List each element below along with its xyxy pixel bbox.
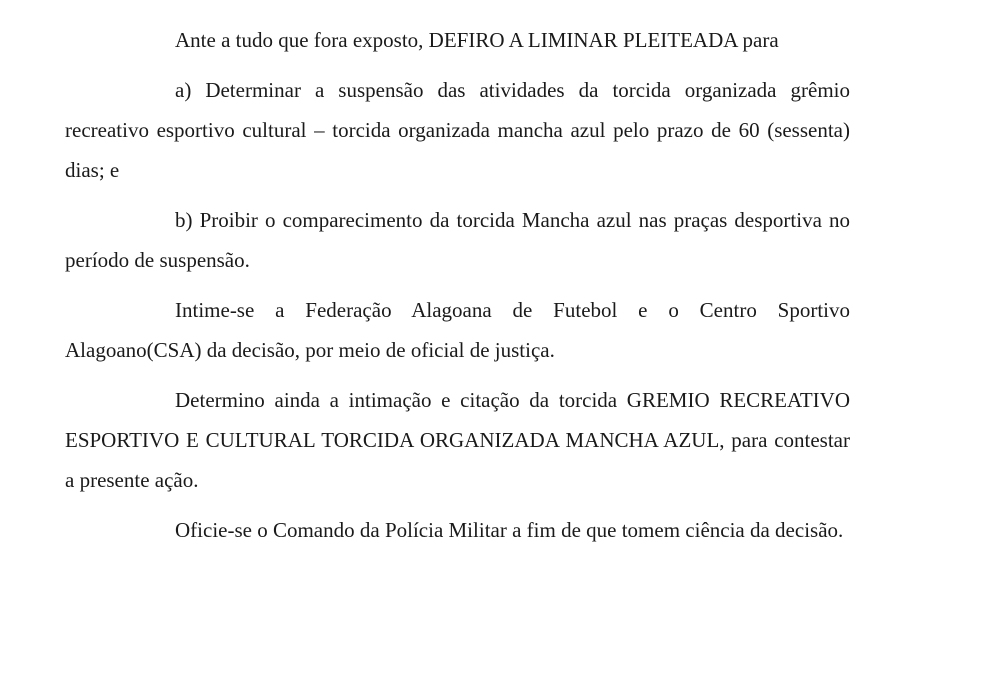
paragraph-liminar: Ante a tudo que fora exposto, DEFIRO A LIMINAR PLEITEADA para <box>175 28 779 52</box>
document-page <box>65 20 850 560</box>
paragraph-item-a: a) Determinar a suspensão das atividades da torcida organizada grêmio recreativo esportivo cultural – torcida organizada mancha azul pelo prazo de 60 (sessenta) dias; e <box>65 78 850 182</box>
paragraph-citation: Determino ainda a intimação e citação da torcida GREMIO RECREATIVO ESPORTIVO E CULTURAL TORCIDA ORGANIZADA MANCHA AZUL, para contestar a presente ação. <box>65 388 850 492</box>
paragraph-item-b: b) Proibir o comparecimento da torcida Mancha azul nas praças desportiva no período de suspensão. <box>65 208 850 272</box>
paragraph-intimation: Intime-se a Federação Alagoana de Futebol e o Centro Sportivo Alagoano(CSA) da decisão, por meio de oficial de justiça. <box>65 298 850 362</box>
paragraph-police-order: Oficie-se o Comando da Polícia Militar a fim de que tomem ciência da decisão. <box>175 518 844 542</box>
